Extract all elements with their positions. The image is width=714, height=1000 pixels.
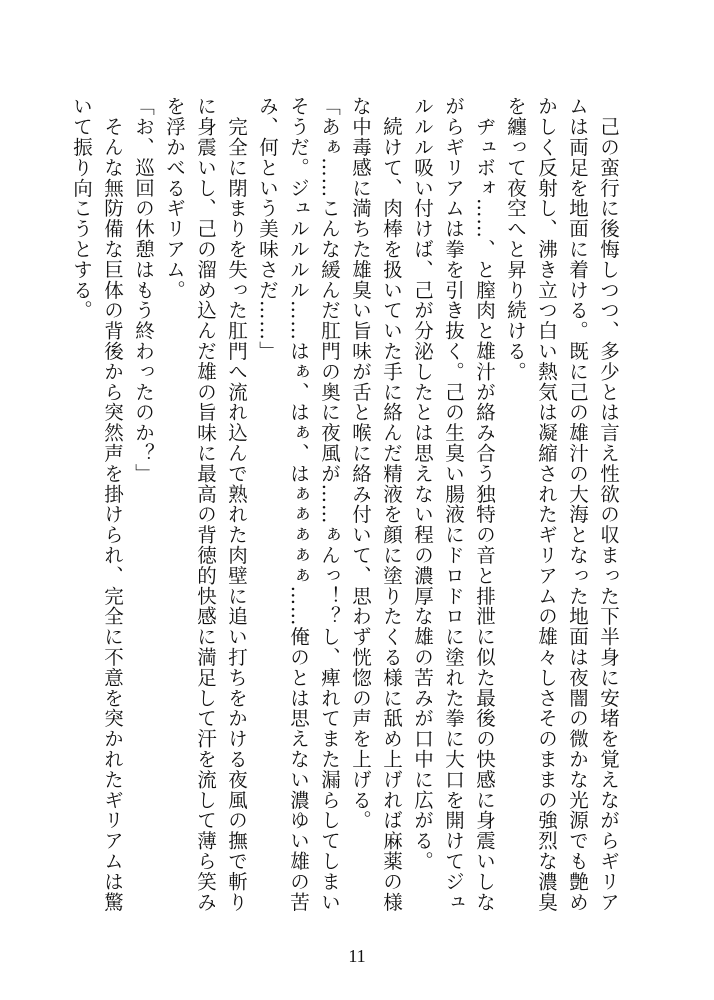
paragraph: 続けて、肉棒を扱いていた手に絡んだ精液を顔に塗りたくる様に舐め上げれば麻薬の様な中毒感に満ちた雄臭い旨味が舌と喉に絡み付いて、思わず恍惚の声を上げる。 bbox=[349, 96, 403, 912]
page-number: 11 bbox=[348, 946, 366, 966]
dialogue-paragraph: 「あぁ……こんな緩んだ肛門の奥に夜風が……ぁんっ！？し、痺れてまた漏らしてしまいそうだ。ジュルルルル……はぁ、はぁ、はぁぁぁぁぁ……俺のとは思えない濃ゆい雄の苦み、何という美味さだ……」 bbox=[256, 96, 341, 912]
paragraph: そんな無防備な巨体の背後から突然声を掛けられ、完全に不意を突かれたギリアムは驚いて振り向こうとする。 bbox=[70, 96, 124, 912]
paragraph: ヂュボォ……、と膣肉と雄汁が絡み合う独特の音と排泄に似た最後の快感に身震いしながらギリアムは拳を引き抜く。己の生臭い腸液にドロドロに塗れた拳に大口を開けてジュルルル吸い付けば、己が分泌したとは思えない程の濃厚な雄の苦みが口中に広がる。 bbox=[411, 96, 496, 912]
paragraph: 完全に閉まりを失った肛門へ流れ込んで熟れた肉壁に追い打ちをかける夜風の撫で斬りに身震いし、己の溜め込んだ雄の旨味に最高の背徳的快感に満足して汗を流して薄ら笑みを浮かべるギリアム。 bbox=[163, 96, 248, 912]
body-text bbox=[70, 96, 624, 926]
paragraph: 己の蛮行に後悔しつつ、多少とは言え性欲の収まった下半身に安堵を覚えながらギリアムは両足を地面に着ける。既に己の雄汁の大海となった地面は夜闇の微かな光源でも艶めかしく反射し、沸き立つ白い熱気は凝縮されたギリアムの雄々しさそのままの強烈な濃臭を纏って夜空へと昇り続ける。 bbox=[504, 96, 620, 912]
dialogue-paragraph: 「お、巡回の休憩はもう終わったのか？」 bbox=[132, 96, 155, 484]
